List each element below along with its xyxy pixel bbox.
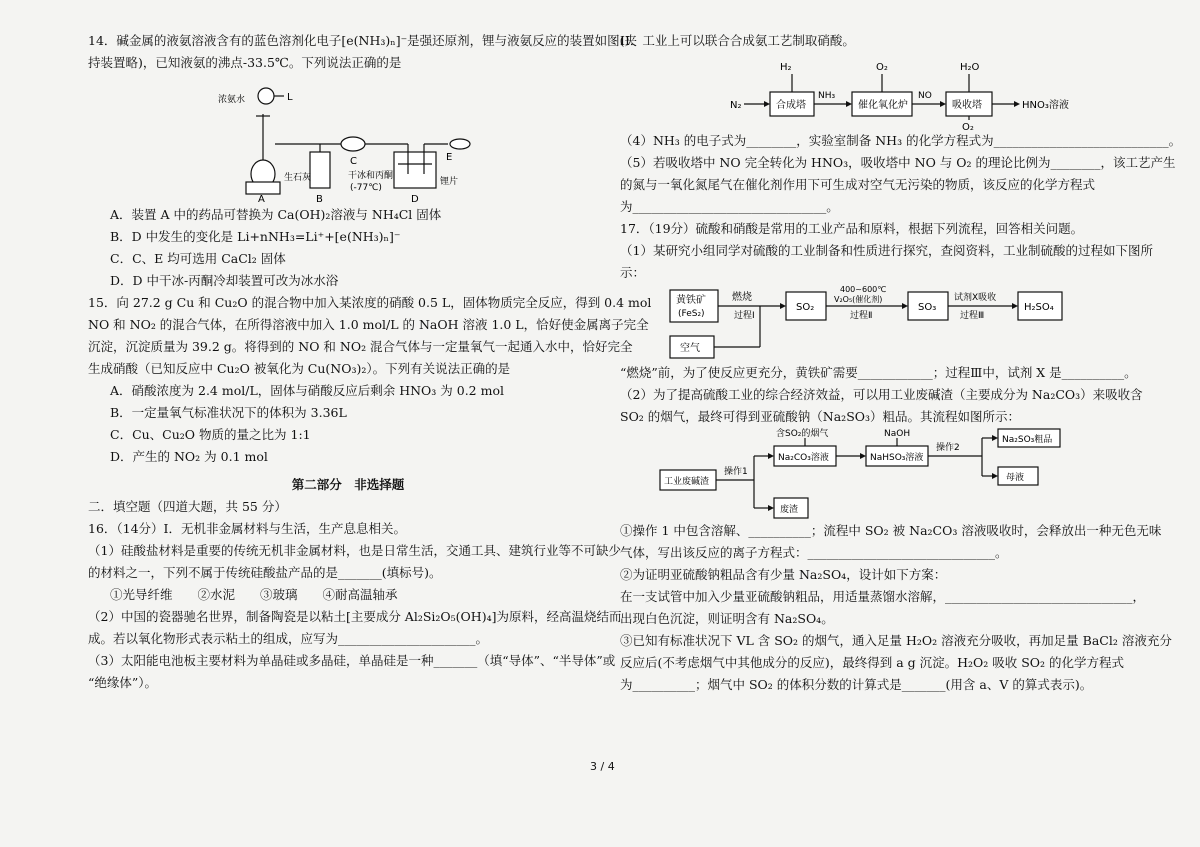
sulfuric-acid-flowchart [620, 284, 1110, 362]
flow3-na2co3: Na₂CO₃溶液 [778, 453, 829, 463]
q16-p1-b: 的材料之一，下列不属于传统硅酸盐产品的是_______(填标号)。 [88, 565, 442, 580]
flow3-flue-gas: 含SO₂的烟气 [776, 429, 829, 439]
q16-head: 16．（14分）I．无机非金属材料与生活，生产息息相关。 [88, 521, 407, 536]
q17-p2-a: （2）为了提高硫酸工业的综合经济效益，可以用工业废碱渣（主要成分为 Na₂CO₃）来吸收含 [620, 387, 1143, 402]
flow2-fes2: (FeS₂) [678, 309, 705, 319]
q14-option-a: A．装置 A 中的药品可替换为 Ca(OH)₂溶液与 NH₄Cl 固体 [110, 207, 442, 222]
label-dryice: 干冰和丙酮 [348, 171, 394, 181]
q17-s2-c: 出现白色沉淀，则证明含有 Na₂SO₄。 [620, 611, 834, 626]
q16-p3-a: （3）太阳能电池板主要材料为单晶硅或多晶硅，单晶硅是一种_______（填“导体”、“半导体”或 [88, 653, 616, 668]
q15-stem-2: NO 和 NO₂ 的混合气体，在所得溶液中加入 1.0 mol/L 的 NaOH 溶液 1.0 L，恰好使金属离子完全 [88, 317, 649, 332]
label-temp: (-77℃) [350, 183, 382, 193]
flow1-n2: N₂ [730, 100, 742, 111]
flow1-hno3-solution: HNO₃溶液 [1022, 100, 1069, 111]
q17-s1-a: ①操作 1 中包含溶解、__________；流程中 SO₂ 被 Na₂CO₃ 溶液吸收时，会释放出一种无色无味 [620, 523, 1162, 538]
q17-p1-b: 示： [620, 265, 646, 280]
flow1-h2: H₂ [780, 62, 792, 73]
q15-option-b: B．一定量氧气标准状况下的体积为 3.36L [110, 405, 347, 420]
label-quicklime: 生石灰 [284, 173, 312, 183]
part-ii-heading: II．工业上可以联合合成氨工艺制取硝酸。 [620, 33, 855, 48]
q17-s3-c: 为__________；烟气中 SO₂ 的体积分数的计算式是_______(用含 a、V 的算式表示)。 [620, 677, 1093, 692]
q17-s1-b: 气体，写出该反应的离子方程式：______________________________。 [620, 545, 1008, 560]
flow2-pyrite: 黄铁矿 [676, 295, 706, 306]
q16-part5-a: （5）若吸收塔中 NO 完全转化为 HNO₃，吸收塔中 NO 与 O₂ 的理论比例为________，该工艺产生 [620, 155, 1176, 170]
q14-stem: 14．碱金属的液氨溶液含有的蓝色溶剂化电子[e(NH₃)ₙ]⁻是强还原剂，锂与液氨反应的装置如图(夹 [88, 33, 638, 48]
q17-s2-b: 在一支试管中加入少量亚硫酸钠粗品，用适量蒸馏水溶解，______________________________， [620, 589, 1146, 604]
flow3-op1: 操作1 [724, 467, 748, 477]
flow3-waste-alkali: 工业废碱渣 [664, 477, 710, 487]
q15-option-c: C．Cu、Cu₂O 物质的量之比为 1:1 [110, 427, 311, 442]
flow2-h2so4: H₂SO₄ [1024, 302, 1054, 313]
flow1-absorption-tower: 吸收塔 [952, 100, 982, 111]
q15-stem-4: 生成硝酸（已知反应中 Cu₂O 被氧化为 Cu(NO₃)₂）。下列有关说法正确的是 [88, 361, 511, 376]
section-heading: 二．填空题（四道大题，共 55 分） [88, 499, 287, 514]
q16-p1-a: （1）硅酸盐材料是重要的传统无机非金属材料，也是日常生活，交通工具、建筑行业等不可缺少 [88, 543, 621, 558]
q15-stem-3: 沉淀，沉淀质量为 39.2 g。将得到的 NO 和 NO₂ 混合气体与一定量氧气一起通入水中，恰好完全 [88, 339, 633, 354]
q14-option-c: C．C、E 均可选用 CaCl₂ 固体 [110, 251, 286, 266]
q16-part5-c: 为_______________________________。 [620, 199, 839, 214]
q16-choices: ①光导纤维 ②水泥 ③玻璃 ④耐高温轴承 [110, 587, 398, 602]
label-D: D [411, 194, 419, 205]
flow2-air: 空气 [680, 343, 700, 354]
flow1-h2o: H₂O [960, 62, 980, 73]
label-C: C [350, 156, 357, 167]
q14-option-d: D．D 中干冰-丙酮冷却装置可改为冰水浴 [110, 273, 339, 288]
q17-s3-a: ③已知有标准状况下 VL 含 SO₂ 的烟气，通入足量 H₂O₂ 溶液充分吸收，再加足量 BaCl₂ 溶液充分 [620, 633, 1172, 648]
flow2-temp: 400~600℃ [840, 285, 887, 294]
flow2-catalyst: V₂O₅(催化剂) [834, 295, 883, 304]
label-conc-ammonia: 浓氨水 [218, 95, 246, 105]
flow2-so2: SO₂ [796, 302, 815, 313]
q17-p1-a: （1）某研究小组同学对硫酸的工业制备和性质进行探究，查阅资料，工业制硫酸的过程如下图所 [620, 243, 1153, 258]
q16-p2-b: 成。若以氧化物形式表示粘土的组成，应写为______________________。 [88, 631, 489, 646]
flow3-naoh: NaOH [884, 429, 911, 439]
q15-option-d: D．产生的 NO₂ 为 0.1 mol [110, 449, 268, 464]
label-L: L [287, 92, 293, 103]
nitric-acid-flowchart [620, 52, 1110, 133]
q17-p2-b: SO₂ 的烟气，最终可得到亚硫酸钠（Na₂SO₃）粗品。其流程如图所示： [620, 409, 1021, 424]
label-li: 锂片 [440, 177, 459, 187]
flow2-process-3: 过程Ⅲ [960, 311, 985, 321]
flow2-burn: 燃烧 [732, 292, 752, 303]
q14-option-b: B．D 中发生的变化是 Li+nNH₃=Li⁺+[e(NH₃)ₙ]⁻ [110, 229, 401, 244]
left-column [88, 30, 652, 694]
flow3-nahso3: NaHSO₃溶液 [870, 453, 924, 463]
q15-stem-1: 15．向 27.2 g Cu 和 Cu₂O 的混合物中加入某浓度的硝酸 0.5 L，固体物质完全反应，得到 0.4 mol [88, 295, 652, 310]
sodium-sulfite-flowchart [620, 428, 1110, 520]
q17-s3-b: 反应后(不考虑烟气中其他成分的反应)，最终得到 a g 沉淀。H₂O₂ 吸收 SO₂ 的化学方程式 [620, 655, 1125, 670]
q16-p3-b: “绝缘体”）。 [88, 675, 158, 690]
q15-option-a: A．硝酸浓度为 2.4 mol/L，固体与硝酸反应后剩余 HNO₃ 为 0.2 mol [110, 383, 504, 398]
q14-stem-2: 持装置略)，已知液氨的沸点-33.5℃。下列说法正确的是 [88, 55, 402, 70]
flow1-no: NO [918, 91, 932, 101]
flow1-nh3: NH₃ [818, 91, 836, 101]
q17-head: 17．（19分）硫酸和硝酸是常用的工业产品和原料，根据下列流程，回答相关问题。 [620, 221, 1084, 236]
label-E: E [446, 152, 453, 163]
flow1-o2-bottom: O₂ [962, 122, 974, 133]
part2-heading: 第二部分 非选择题 [291, 477, 405, 492]
page-number: 3 / 4 [590, 760, 615, 773]
q17-p1-c: “燃烧”前，为了使反应更充分，黄铁矿需要____________；过程Ⅲ中，试剂 X 是__________。 [620, 365, 1137, 380]
label-A: A [258, 194, 265, 205]
flow2-so3: SO₃ [918, 302, 937, 313]
right-column [620, 30, 1182, 696]
label-B: B [316, 194, 323, 205]
flow2-process-2: 过程Ⅱ [850, 311, 873, 321]
flow1-synthesis-tower: 合成塔 [776, 100, 806, 111]
flow2-process-1: 过程Ⅰ [734, 311, 755, 321]
q14-apparatus-figure [88, 74, 608, 204]
flow3-residue: 废渣 [780, 505, 799, 515]
q16-part5-b: 的氮与一氧化氮尾气在催化剂作用下可生成对空气无污染的物质，该反应的化学方程式 [620, 177, 1096, 192]
q16-part4: （4）NH₃ 的电子式为________，实验室制备 NH₃ 的化学方程式为____________________________。 [620, 133, 1182, 148]
flow1-oxidation-furnace: 催化氧化炉 [858, 100, 908, 111]
flow3-product: Na₂SO₃粗品 [1002, 435, 1053, 445]
q16-p2-a: （2）中国的瓷器驰名世界，制备陶瓷是以粘土[主要成分 Al₂Si₂O₅(OH)₄]为原料，经高温烧结而 [88, 609, 622, 624]
flow2-reagent-x: 试剂X吸收 [954, 293, 997, 303]
flow3-op2: 操作2 [936, 443, 960, 453]
flow3-mother-liquor: 母液 [1006, 473, 1025, 483]
q17-s2-a: ②为证明亚硫酸钠粗品含有少量 Na₂SO₄，设计如下方案： [620, 567, 947, 582]
flow1-o2: O₂ [876, 62, 888, 73]
